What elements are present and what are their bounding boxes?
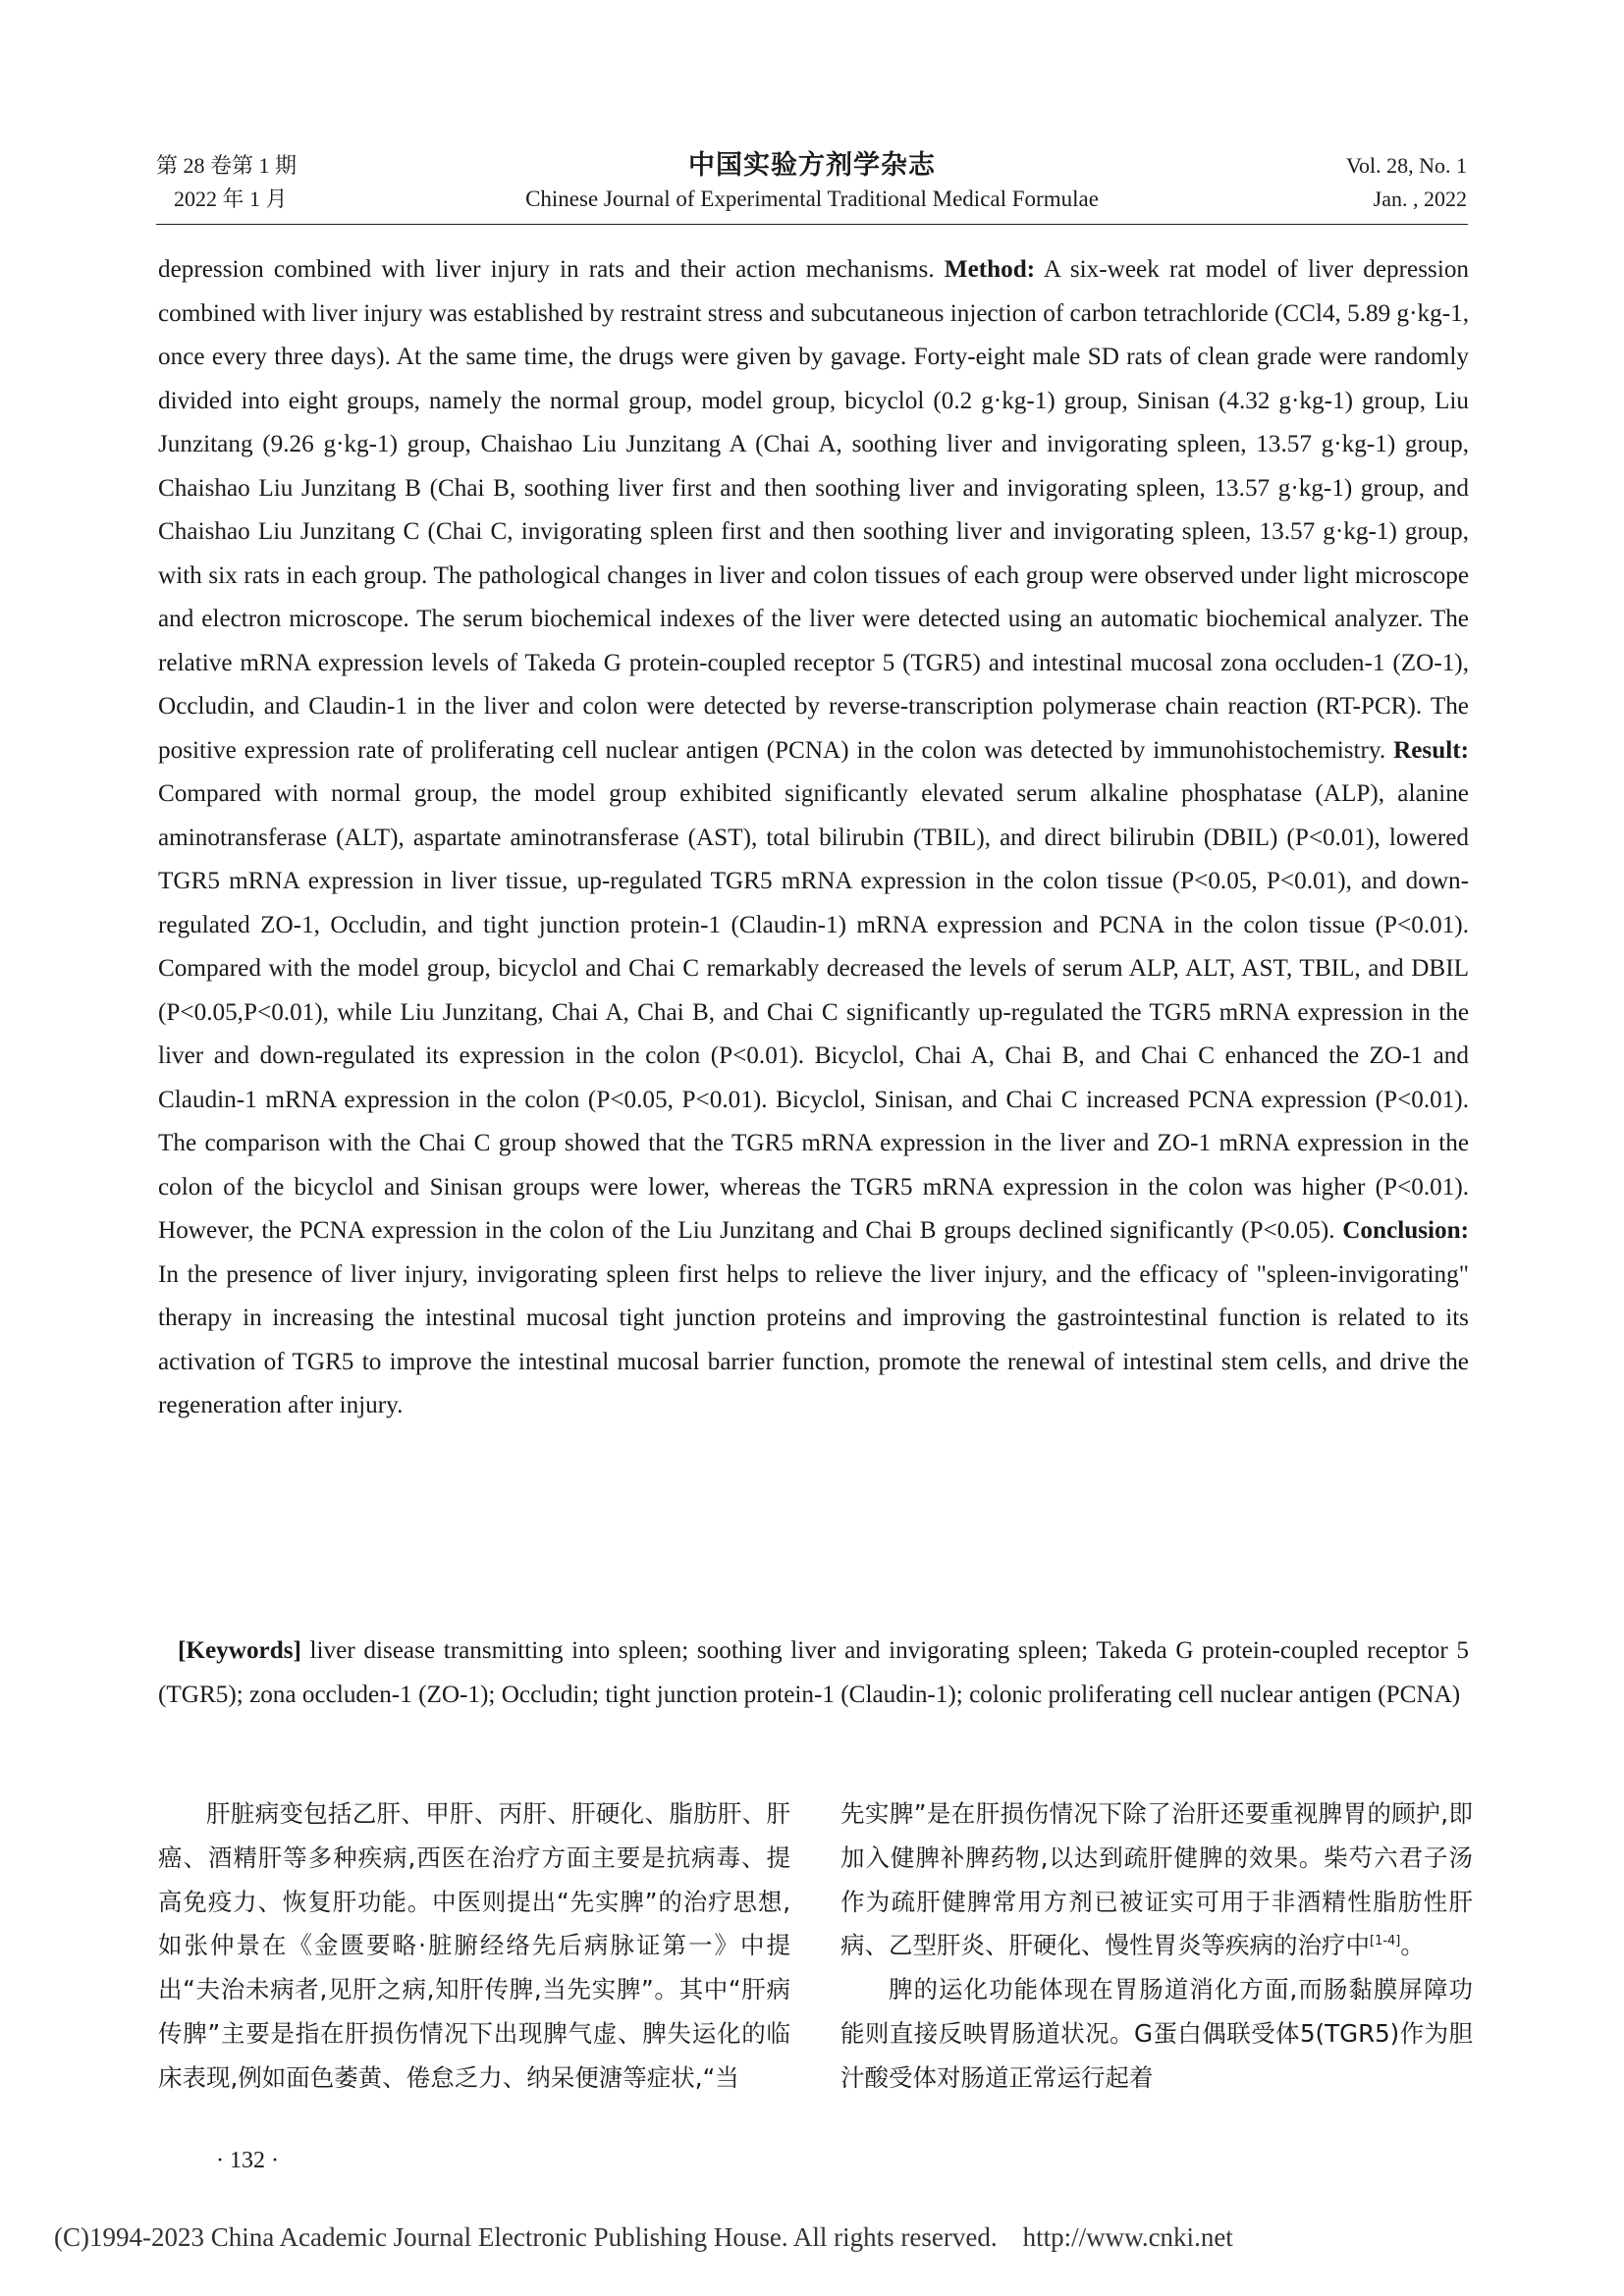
- header-rule: [156, 224, 1468, 225]
- citation-ref: [1-4]: [1370, 1934, 1401, 1949]
- keywords-label: [Keywords]: [178, 1637, 301, 1664]
- keywords-text: liver disease transmitting into spleen; soothing liver and invigorating spleen; Takeda G protein-coupled receptor 5 (TGR5); zona occluden-1 (ZO-1); Occludin; tight junction protein-1 (Claudin-1); colonic proliferating cell nuclear antigen (PCNA): [158, 1637, 1469, 1708]
- body-text: 先实脾”是在肝损伤情况下除了治肝还要重视脾胃的顾护,即加入健脾补脾药物,以达到疏肝健脾的效果。柴芍六君子汤作为疏肝健脾常用方剂已被证实可用于非酒精性脂肪性肝病、乙型肝炎、肝硬化、慢性胃炎等疾病的治疗中: [840, 1799, 1473, 1960]
- journal-title-en: Chinese Journal of Experimental Traditional Medical Formulae: [525, 187, 1099, 211]
- conclusion-label: Conclusion:: [1342, 1217, 1469, 1244]
- body-column-left: [158, 1792, 790, 2101]
- result-text: Compared with normal group, the model group exhibited significantly elevated serum alkaline phosphatase (ALP), alanine aminotransferase (ALT), aspartate aminotransferase (AST), total bilirubin (TBIL), and direct bilirubin (DBIL) (P<0.01), lowered TGR5 mRNA expression in liver tissue, up-regulated TGR5 mRNA expression in the colon tissue (P<0.05, P<0.01), and down-regulated ZO-1, Occludin, and tight junction protein-1 (Claudin-1) mRNA expression and PCNA in the colon tissue (P<0.01). Compared with the model group, bicyclol and Chai C remarkably decreased the levels of serum ALP, ALT, AST, TBIL, and DBIL (P<0.05,P<0.01), while Liu Junzitang, Chai A, Chai B, and Chai C significantly up-regulated the TGR5 mRNA expression in the liver and down-regulated its expression in the colon (P<0.01). Bicyclol, Chai A, Chai B, and Chai C enhanced the ZO-1 and Claudin-1 mRNA expression in the colon (P<0.05, P<0.01). Bicyclol, Sinisan, and Chai C increased PCNA expression (P<0.01). The comparison with the Chai C group showed that the TGR5 mRNA expression in the liver and ZO-1 mRNA expression in the colon of the bicyclol and Sinisan groups were lower, whereas the TGR5 mRNA expression in the colon was higher (P<0.01). However, the PCNA expression in the colon of the Liu Junzitang and Chai B groups declined significantly (P<0.05).: [158, 780, 1469, 1244]
- volume-cn: 第 28 卷第 1 期: [156, 153, 298, 178]
- body-column-right: [840, 1792, 1473, 2101]
- body-paragraph: [840, 1792, 1473, 1968]
- result-label: Result:: [1393, 736, 1470, 764]
- method-text: A six-week rat model of liver depression combined with liver injury was established by restraint stress and subcutaneous injection of carbon tetrachloride (CCl4, 5.89 g·kg-1, once every three days). At the same time, the drugs were given by gavage. Forty-eight male SD rats of clean grade were randomly divided into eight groups, namely the normal group, model group, bicyclol (0.2 g·kg-1) group, Sinisan (4.32 g·kg-1) group, Liu Junzitang (9.26 g·kg-1) group, Chaishao Liu Junzitang A (Chai A, soothing liver and invigorating spleen, 13.57 g·kg-1) group, Chaishao Liu Junzitang B (Chai B, soothing liver first and then soothing liver and invigorating spleen, 13.57 g·kg-1) group, and Chaishao Liu Junzitang C (Chai C, invigorating spleen first and then soothing liver and invigorating spleen, 13.57 g·kg-1) group, with six rats in each group. The pathological changes in liver and colon tissues of each group were observed under light microscope and electron microscope. The serum biochemical indexes of the liver were detected using an automatic biochemical analyzer. The relative mRNA expression levels of Takeda G protein-coupled receptor 5 (TGR5) and intestinal mucosal zona occluden-1 (ZO-1), Occludin, and Claudin-1 in the liver and colon were detected by reverse-transcription polymerase chain reaction (RT-PCR). The positive expression rate of proliferating cell nuclear antigen (PCNA) in the colon was detected by immunohistochemistry.: [158, 256, 1470, 764]
- footer: [54, 2222, 1233, 2253]
- date-en: Jan. , 2022: [1373, 187, 1467, 211]
- body-paragraph: 肝脏病变包括乙肝、甲肝、丙肝、肝硬化、脂肪肝、肝癌、酒精肝等多种疾病,西医在治疗方面主要是抗病毒、提高免疫力、恢复肝功能。中医则提出“先实脾”的治疗思想,如张仲景在《金匮要略·脏腑经络先后病脉证第一》中提出“夫治未病者,见肝之病,知肝传脾,当先实脾”。其中“肝病传脾”主要是指在肝损伤情况下出现脾气虚、脾失运化的临床表现,例如面色萎黄、倦怠乏力、纳呆便溏等症状,“当: [158, 1799, 790, 2092]
- page-number: · 132 ·: [216, 2148, 279, 2173]
- method-label: Method:: [944, 256, 1036, 283]
- body-paragraph: 脾的运化功能体现在胃肠道消化方面,而肠黏膜屏障功能则直接反映胃肠道状况。G蛋白偶联受体5(TGR5)作为胆汁酸受体对肠道正常运行起着: [840, 1975, 1473, 2092]
- abstract-intro: depression combined with liver injury in rats and their action mechanisms.: [158, 256, 935, 283]
- footer-link[interactable]: http://www.cnki.net: [1022, 2222, 1233, 2252]
- abstract: [158, 248, 1469, 1428]
- date-cn: 2022 年 1 月: [174, 187, 288, 211]
- conclusion-text: In the presence of liver injury, invigorating spleen first helps to relieve the liver injury, and the efficacy of "spleen-invigorating" therapy in increasing the intestinal mucosal tight junction proteins and improving the gastrointestinal function is related to its activation of TGR5 to improve the intestinal mucosal barrier function, promote the renewal of intestinal stem cells, and drive the regeneration after injury.: [158, 1260, 1469, 1418]
- body-text-end: 。: [1400, 1931, 1425, 1960]
- header-right: [1346, 149, 1467, 216]
- copyright-text: (C)1994-2023 China Academic Journal Electronic Publishing House. All rights reserved.: [54, 2222, 998, 2252]
- volume-en: Vol. 28, No. 1: [1345, 153, 1467, 178]
- keywords: [158, 1629, 1469, 1717]
- journal-title-cn: 中国实验方剂学杂志: [688, 150, 936, 181]
